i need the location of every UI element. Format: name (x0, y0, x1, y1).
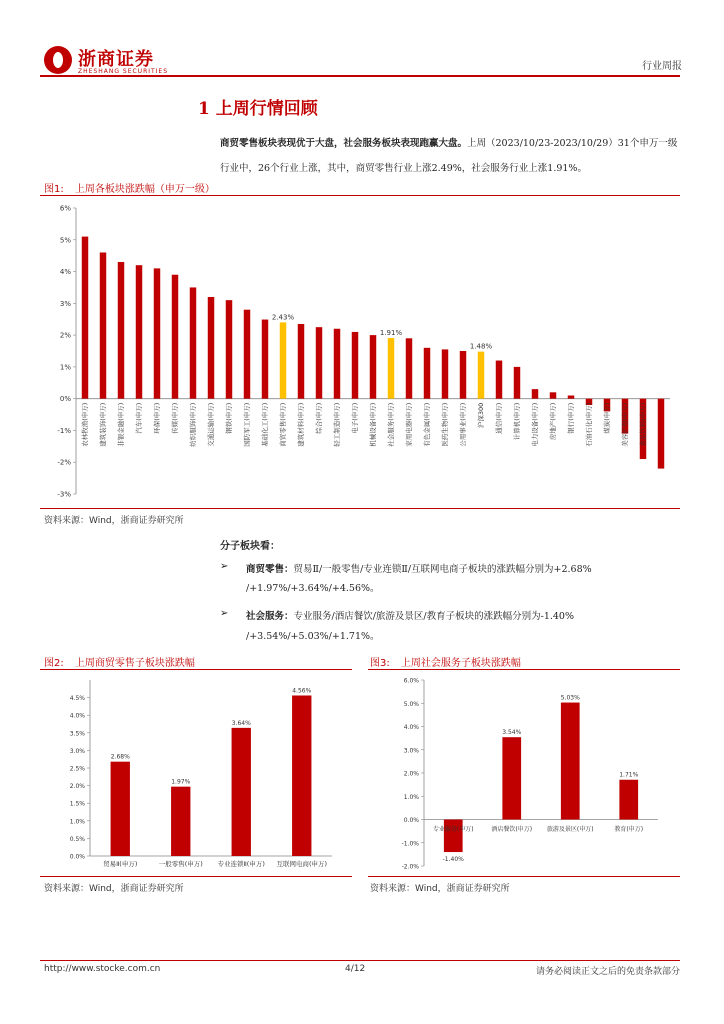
y-tick-label: 1.0% (403, 793, 419, 801)
fig1-divider (40, 195, 680, 196)
bar (118, 262, 124, 399)
bar (154, 268, 160, 398)
bar (226, 300, 232, 399)
y-tick-label: 4.0% (69, 712, 85, 720)
y-tick-label: 5% (59, 236, 71, 245)
fig3-bottom-divider (368, 876, 680, 877)
bar (502, 737, 521, 819)
report-type: 行业周报 (642, 61, 682, 72)
intro-lead: 商贸零售板块表现优于大盘，社会服务板块表现跑赢大盘。 (220, 138, 468, 149)
category-label: 旅游及景区(申万) (546, 826, 594, 833)
fig2-bottom-divider (40, 876, 352, 877)
header-divider (40, 75, 680, 77)
bar (478, 352, 484, 399)
bar (370, 335, 376, 399)
bar (100, 252, 106, 398)
y-tick-label: 3.0% (403, 747, 419, 755)
data-label: 3.64% (231, 719, 251, 727)
bar (561, 703, 580, 820)
bar (171, 787, 190, 856)
category-label: 银行(申万) (567, 402, 575, 434)
bar (280, 322, 286, 398)
category-label: 基础化工(申万) (261, 402, 269, 447)
category-label: 纺织服饰(申万) (189, 402, 197, 447)
y-tick-label: 6.0% (403, 677, 419, 685)
y-tick-label: 1.5% (69, 800, 85, 808)
fig3-title: 上周社会服务子板块涨跌幅 (400, 658, 521, 669)
category-label: 互联网电商(申万) (276, 860, 328, 868)
bar (208, 297, 214, 399)
bullet2-line2: /+3.54%/+5.03%/+1.71%。 (246, 631, 380, 642)
bullet1-label: 商贸零售： (246, 564, 294, 575)
category-label: 通信(申万) (495, 402, 503, 434)
category-label: 农林牧渔(申万) (81, 402, 89, 447)
category-label: 计算机(申万) (513, 402, 521, 441)
y-tick-label: 0% (59, 395, 71, 404)
bar (424, 348, 430, 399)
fig3-source: 资料来源：Wind，浙商证券研究所 (370, 884, 510, 894)
data-label: 1.91% (379, 328, 403, 337)
bar (619, 780, 638, 820)
fig2-caption (44, 654, 195, 669)
bullet-arrow-icon: ➢ (220, 608, 229, 619)
category-label: 环保(申万) (153, 402, 161, 434)
bullet1-text: 贸易Ⅱ/一般零售/专业连锁Ⅱ/互联网电商子板块的涨跌幅分别为+2.68% (293, 564, 592, 575)
y-tick-label: -2% (57, 458, 71, 467)
category-label: 交通运输(申万) (207, 402, 215, 447)
bar (442, 349, 448, 398)
y-tick-label: 2.0% (69, 783, 85, 791)
category-label: 电子(申万) (351, 402, 359, 434)
bar (190, 287, 196, 398)
category-label: 建筑装饰(申万) (99, 402, 107, 447)
y-tick-label: 1.0% (69, 818, 85, 826)
footer-divider (40, 960, 680, 961)
category-label: 有色金属(申万) (423, 402, 431, 447)
category-label: 汽车(申万) (135, 402, 143, 434)
category-label: 综合(申万) (315, 402, 323, 434)
category-label: 煤炭(申万) (603, 402, 611, 434)
category-label: 专业连锁Ⅱ(申万) (217, 860, 265, 868)
category-label: 传媒(申万) (171, 402, 179, 434)
bar (514, 367, 520, 399)
data-label: 2.68% (110, 753, 130, 761)
y-tick-label: 4.5% (69, 695, 85, 703)
category-label: 非银金融(申万) (117, 402, 125, 447)
fig3-chart (368, 672, 680, 876)
bar (244, 310, 250, 399)
data-label: 1.71% (619, 771, 639, 779)
data-label: 4.56% (292, 687, 312, 695)
category-label: 国防军工(申万) (243, 402, 251, 447)
category-label: 美容护理(申万) (621, 402, 629, 447)
brand-name-en: ZHESHANG SECURITIES (78, 68, 169, 75)
fig1-caption (44, 180, 215, 195)
data-label: 2.43% (271, 313, 295, 322)
fig1-label: 图1: (44, 184, 64, 195)
fig2-label: 图2: (44, 658, 64, 669)
bar (568, 395, 574, 398)
category-label: 酒店餐饮(申万) (491, 826, 533, 833)
bullet2-text: 专业服务/酒店餐饮/旅游及景区/教育子板块的涨跌幅分别为-1.40% (293, 611, 575, 622)
data-label: 1.97% (171, 778, 191, 786)
y-tick-label: -3% (57, 490, 71, 499)
fig2-title: 上周商贸零售子板块涨跌幅 (74, 658, 195, 669)
bar (262, 320, 268, 399)
y-tick-label: 2% (59, 331, 71, 340)
category-label: 沪深300 (477, 402, 485, 429)
y-tick-label: 5.0% (403, 700, 419, 708)
y-tick-label: 3.0% (69, 747, 85, 755)
y-tick-label: 0.0% (69, 853, 85, 861)
bar (496, 361, 502, 399)
subsector-heading: 分子板块看： (220, 541, 280, 552)
y-tick-label: 4% (59, 268, 71, 277)
page-number: 4/12 (345, 964, 366, 974)
bullet1-line2: /+1.97%/+3.64%/+4.56%。 (246, 583, 380, 594)
category-label: 家用电器(申万) (405, 402, 413, 447)
category-label: 房地产(申万) (549, 402, 557, 441)
bar (460, 351, 466, 399)
y-tick-label: 2.0% (403, 770, 419, 778)
category-label: 机械设备(申万) (369, 402, 377, 447)
y-tick-label: -1.0% (401, 840, 419, 848)
category-label: 贸易Ⅱ(申万) (103, 860, 138, 868)
bullet-arrow-icon: ➢ (220, 561, 229, 572)
category-label: 建筑材料(申万) (297, 402, 305, 447)
data-label: 1.48% (469, 342, 493, 351)
intro-rest: 上周（2023/10/23-2023/10/29）31个申万一级行业中，26个行业上涨，其中，商贸零售行业上涨2.49%，社会服务行业上涨1.91%。 (220, 138, 678, 174)
category-label: 教育(申万) (614, 826, 644, 833)
fig1-chart (40, 198, 680, 508)
bar (316, 327, 322, 399)
fig2-chart (40, 672, 352, 876)
bar (550, 392, 556, 398)
category-label: 食品饮料(申万) (639, 402, 647, 447)
category-label: 商贸零售(申万) (279, 402, 287, 447)
y-tick-label: 4.0% (403, 724, 419, 731)
data-label: -1.40% (442, 856, 464, 864)
bullet1-line1 (246, 561, 592, 575)
y-tick-label: 0.5% (69, 835, 85, 843)
category-label: 医药生物(申万) (441, 402, 449, 447)
intro-paragraph (220, 131, 682, 181)
bullet2-line1 (246, 608, 574, 622)
bar (444, 820, 463, 853)
bar (334, 329, 340, 399)
footer-url[interactable]: http://www.stocke.com.cn (44, 964, 161, 974)
section-title: 1 上周行情回顾 (198, 99, 318, 119)
bar (352, 332, 358, 399)
category-label: 公用事业(申万) (459, 402, 467, 447)
fig2-divider (40, 669, 352, 670)
bar (82, 237, 88, 399)
fig3-divider (368, 669, 680, 670)
y-tick-label: 3.5% (69, 730, 85, 738)
bar (532, 389, 538, 399)
bar (111, 762, 130, 856)
bar (406, 338, 412, 398)
bar (388, 338, 394, 399)
brand-logo-icon (44, 46, 72, 74)
fig3-caption (370, 654, 521, 669)
bullet2-label: 社会服务： (246, 611, 294, 622)
bar (658, 399, 664, 469)
data-label: 3.54% (502, 729, 522, 737)
fig1-source: 资料来源：Wind，浙商证券研究所 (44, 516, 184, 526)
data-label: 5.03% (560, 694, 580, 702)
category-label: 一般零售(申万) (158, 860, 203, 868)
brand-name: 浙商证券 (78, 49, 154, 70)
y-tick-label: -1% (57, 426, 71, 435)
y-tick-label: 2.5% (69, 765, 85, 773)
fig3-label: 图3: (370, 658, 390, 669)
category-label: 钢铁(申万) (225, 402, 233, 434)
bar (232, 728, 251, 856)
y-tick-label: -2.0% (401, 863, 419, 871)
bar (136, 265, 142, 398)
category-label: 石油石化(申万) (585, 402, 593, 447)
bar (172, 275, 178, 399)
fig1-title: 上周各板块涨跌幅（申万一级） (74, 184, 215, 195)
bar (298, 324, 304, 399)
category-label: 社会服务(申万) (387, 402, 395, 447)
category-label: 电力设备(申万) (531, 402, 539, 447)
fig2-source: 资料来源：Wind，浙商证券研究所 (44, 884, 184, 894)
y-tick-label: 6% (59, 204, 71, 213)
y-tick-label: 1% (59, 363, 71, 372)
fig1-bottom-divider (40, 508, 680, 509)
y-tick-label: 0.0% (403, 817, 419, 824)
category-label: 专业服务(申万) (432, 826, 474, 833)
y-tick-label: 3% (59, 299, 71, 308)
bar (292, 695, 311, 856)
category-label: 轻工制造(申万) (333, 402, 341, 447)
footer-disclaimer: 请务必阅读正文之后的免责条款部分 (535, 967, 680, 977)
